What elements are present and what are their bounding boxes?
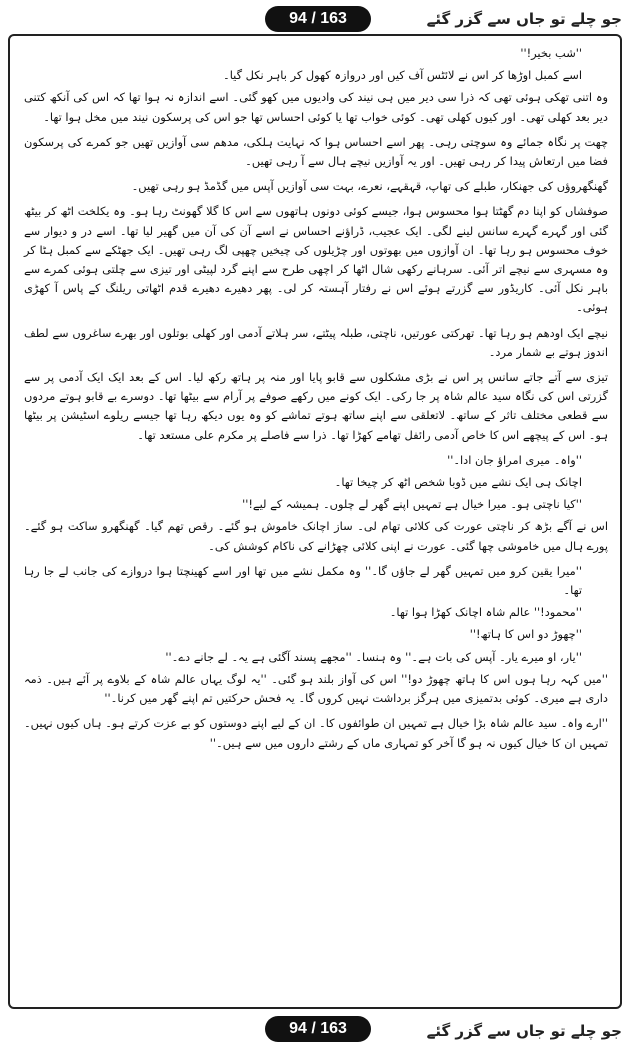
page-body (24, 44, 608, 759)
book-title-footer: جو چلے تو جاں سے گزر گئے (426, 1022, 622, 1040)
paragraph: چھت پر نگاہ جمائے وہ سوچتی رہی۔ پھر اسے احساس ہوا کہ نہایت ہلکی، مدھم سی آوازیں تھیں جو کمرے کی پرسکون فضا میں ارتعاش پیدا کر رہی تھیں۔ اور یہ آوازیں نیچے ہال سے آ رہی تھیں۔ (24, 134, 608, 169)
paragraph: ''کیا ناچتی ہو۔ میرا خیال ہے تمہیں اپنے گھر لے چلوں۔ ہمیشہ کے لیے!'' (242, 497, 582, 512)
book-title: جو چلے تو جاں سے گزر گئے (426, 10, 622, 28)
paragraph: اس نے آگے بڑھ کر ناچتی عورت کی کلائی تھام لی۔ ساز اچانک خاموش ہو گئے۔ رقص تھم گیا۔ گھنگھرو ساکت ہو گئے۔ پورے ہال میں خاموشی چھا گئی۔ عورت نے اپنی کلائی چھڑانے کی ناکام کوشش کی۔ (24, 519, 608, 553)
page-indicator-footer: 94 / 163 (265, 1016, 371, 1042)
paragraph: اچانک ہی ایک نشے میں ڈوبا شخص اٹھ کر چیخا تھا۔ (334, 475, 582, 490)
paragraph: ''واہ۔ میری امراؤ جان ادا۔'' (447, 452, 582, 467)
paragraph: تیزی سے آتے جاتے سانس پر اس نے بڑی مشکلوں سے قابو پایا اور منہ پر ہاتھ رکھ لیا۔ اس کے بعد ایک ایک آدمی پر سے گزرتی اس کی نگاہ سید عالم شاہ پر جا رکی۔ ایک کونے میں رکھے صوفے پر آرام سے بیٹھا تھا۔ دوسرے بے قابو ہوتے مردوں سے قطعی مختلف تاثر کے ساتھ۔ لاتعلقی سے اپنے ساتھ ہوتے تماشے کو وہ یوں دیکھ رہا تھا جیسے ریلوے اسٹیشن پر بیٹھا ہو۔ اس کے پیچھے اس کا خاص آدمی رائفل تھامے کھڑا تھا۔ ذرا سے فاصلے پر مکرم علی مستعد تھا۔ (24, 370, 608, 442)
paragraph: ''چھوڑ دو اس کا ہاتھ!'' (469, 627, 582, 642)
paragraph: نیچے ایک اودھم ہو رہا تھا۔ تھرکتی عورتیں، ناچتی، طبلہ پیٹتے، سر ہلاتے آدمی اور کھلی بوتلوں اور بھرے ساغروں سے لطف اندوز ہوتے بے شمار مرد۔ (24, 325, 608, 359)
page-indicator: 94 / 163 (265, 6, 371, 32)
paragraph: ''میں کہہ رہا ہوں اس کا ہاتھ چھوڑ دو!'' اس کی آواز بلند ہو گئی۔ ''یہ لوگ یہاں عالم شاہ کے بلاوے پر آئے ہیں۔ ذمہ داری ہے میری۔ کوئی بدتمیزی میں ہرگز برداشت نہیں کروں گا۔ یہ فحش حرکتیں تم اپنے گھر میں کرنا۔'' (24, 671, 608, 706)
paragraph: اسے کمبل اوڑھا کر اس نے لائٹس آف کیں اور دروازہ کھول کر باہر نکل گیا۔ (223, 68, 582, 83)
paragraph: ''یار، او میرے یار۔ آپس کی بات ہے۔'' وہ ہنسا۔ ''مجھے پسند آگئی ہے یہ۔ لے جانے دے۔'' (165, 649, 582, 664)
paragraph: ''ارے واہ۔ سید عالم شاہ بڑا خیال ہے تمہیں ان طوائفوں کا۔ ان کے لیے اپنے دوستوں کو بے عزت کرتے ہو۔ ہاں کیوں نہیں۔ تمہیں ان کا خیال کیوں نہ ہو گا آخر کو تمہاری ماں کے رشتے داروں میں سے ہیں۔'' (24, 716, 608, 750)
paragraph: ''میرا یقین کرو میں تمہیں گھر لے جاؤں گا۔'' وہ مکمل نشے میں تھا اور اسے کھینچتا ہوا دروازے کی جانب لے جا رہا تھا۔ (24, 563, 582, 598)
paragraph: گھنگھروؤں کی جھنکار، طبلے کی تھاپ، قہقہے، نعرے، بہت سی آوازیں آپس میں گڈمڈ ہو رہی تھیں۔ (131, 179, 608, 194)
page-frame (8, 34, 622, 1009)
paragraph: ''شب بخیر!'' (520, 46, 582, 60)
paragraph: ''محمود!'' عالم شاہ اچانک کھڑا ہوا تھا۔ (389, 605, 582, 620)
paragraph: صوفشاں کو اپنا دم گھٹتا ہوا محسوس ہوا، جیسے کوئی دونوں ہاتھوں سے اس کا گلا گھونٹ رہا ہو۔ وہ یکلخت اٹھ کر بیٹھ گئی اور گہرے گہرے سانس لینے لگی۔ ایک عجیب، ڈراؤنے احساس نے اسے آن کی آن میں گھیر لیا تھا۔ اسے در و دیوار سے خوف محسوس ہو رہا تھا۔ ان آوازوں میں بھوتوں اور چڑیلوں کی چیخیں چھپی لگ رہی تھیں۔ ایک جھٹکے سے کمبل ہٹا کر وہ مسہری سے نیچے اتر آئی۔ سرہانے رکھی شال اٹھا کر اچھی طرح سے اپنے گرد لپیٹی اور تیزی سے چلتی ہوئی کمرے سے باہر نکل آئی۔ کاریڈور سے گزرتے ہوئے اس نے رفتار آہستہ کر لی۔ پھر دھیرے دھیرے قدم اٹھاتی ریلنگ کے پاس آ کھڑی ہوئی۔ (24, 204, 608, 315)
paragraph: وہ اتنی تھکی ہوئی تھی کہ ذرا سی دیر میں ہی نیند کی وادیوں میں کھو گئی۔ اسے اندازہ نہ ہوا تھا کہ اس کی آنکھ کتنی دیر بعد کھلی تھی۔ اور کیوں کھلی تھی۔ کوئی خواب تھا یا کوئی احساس تھا جو اس کی پرسکون نیند میں مخل ہوا تھا۔ (24, 90, 608, 124)
